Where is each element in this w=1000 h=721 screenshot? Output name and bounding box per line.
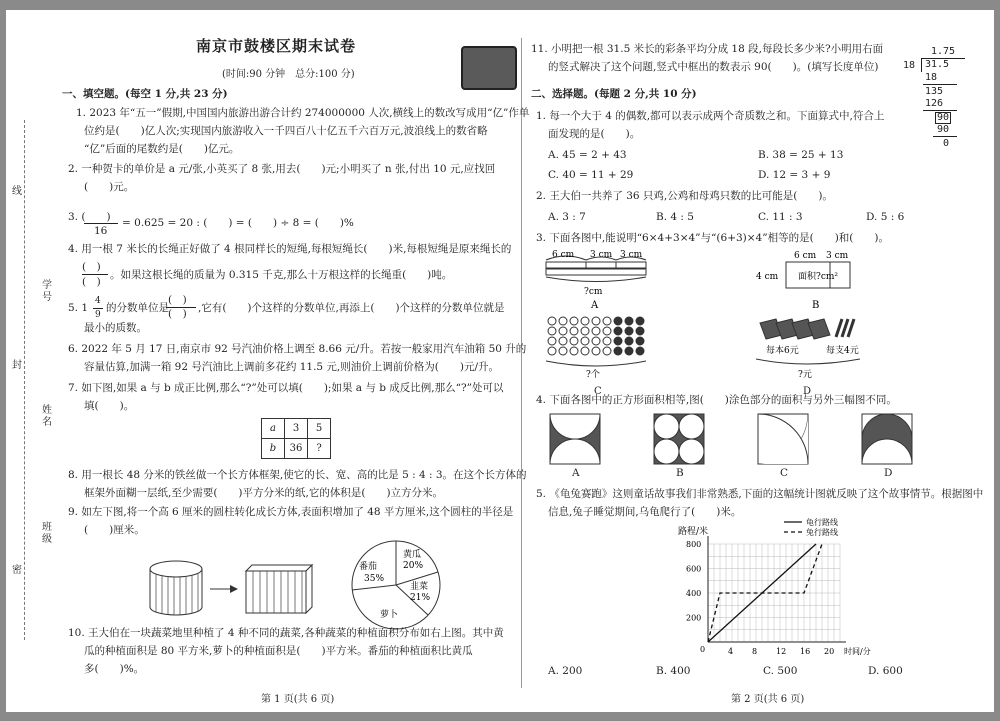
question-8-line1: 8. 用一根长 48 分米的铁丝做一个长方体框架,使它的长、宽、高的比是 5 : 4 : 3。在这个长方体的 bbox=[68, 469, 527, 481]
square-c bbox=[758, 414, 808, 464]
table-cell: 3 bbox=[285, 419, 308, 439]
division-boxed-number: 90 bbox=[937, 112, 950, 123]
choice-1-option-c[interactable]: C. 40 = 11 + 29 bbox=[548, 169, 634, 181]
exam-info: (时间:90 分钟 总分:100 分) bbox=[222, 69, 355, 80]
dot-mark bbox=[625, 327, 633, 335]
question-5-text1: 的分数单位是 bbox=[106, 302, 169, 314]
binding-label-secret: 密 bbox=[12, 565, 22, 576]
legend-label: 龟行路线 bbox=[806, 518, 838, 527]
choice-4-option-b[interactable]: B bbox=[676, 467, 684, 479]
choice-4-stem: 4. 下面各图中的正方形面积相等,图( )涂色部分的面积与另外三幅图不同。 bbox=[536, 394, 897, 406]
x-axis-label: 时间/分 bbox=[844, 647, 871, 656]
dot-mark bbox=[559, 327, 567, 335]
figure-c-option[interactable]: C bbox=[594, 386, 602, 397]
exam-sheet bbox=[6, 10, 994, 712]
choice-2-option-b[interactable]: B. 4 : 5 bbox=[656, 211, 694, 223]
question-2-line1: 2. 一种贺卡的单价是 a 元/张,小英买了 8 张,用去( )元;小明买了 n 张,付出 10 元,应找回 bbox=[68, 163, 496, 175]
dot-mark bbox=[548, 337, 556, 345]
dot-mark bbox=[603, 317, 611, 325]
pie-label-cucumber: 黄瓜 bbox=[403, 550, 422, 560]
x-tick-label: 20 bbox=[824, 647, 835, 656]
question-4-frac-bottom: ( ) bbox=[82, 276, 101, 288]
page-footer-1: 第 1 页(共 6 页) bbox=[261, 694, 335, 705]
division-step: 18 bbox=[925, 72, 938, 83]
dot-mark bbox=[559, 317, 567, 325]
choice-5-line1: 5. 《龟兔赛跑》这则童话故事我们非常熟悉,下面的这幅统计图就反映了这个故事情节。根据图中 bbox=[536, 488, 984, 500]
figure-d-label: ?元 bbox=[798, 370, 812, 380]
figure-b-label: 3 cm bbox=[826, 251, 849, 261]
dot-mark bbox=[592, 347, 600, 355]
question-4-frac-top: ( ) bbox=[82, 261, 101, 273]
choice-4-option-c[interactable]: C bbox=[780, 467, 789, 479]
table-row bbox=[262, 419, 331, 439]
figure-b-label: 6 cm bbox=[794, 251, 817, 261]
table-cell: a bbox=[262, 419, 285, 439]
question-10-line1: 10. 王大伯在一块蔬菜地里种植了 4 种不同的蔬菜,各种蔬菜的种植面积分布如右上图。其中黄 bbox=[68, 627, 504, 639]
choice-2-option-c[interactable]: C. 11 : 3 bbox=[758, 211, 803, 223]
vegetable-pie-chart bbox=[346, 535, 446, 635]
choice-2-stem: 2. 王大伯一共养了 36 只鸡,公鸡和母鸡只数的比可能是( )。 bbox=[536, 190, 833, 202]
section-choice-title: 二、选择题。(每题 2 分,共 10 分) bbox=[531, 88, 697, 100]
binding-label-seal: 封 bbox=[12, 360, 22, 371]
x-tick-label: 8 bbox=[752, 647, 758, 656]
question-5-frac-top: ( ) bbox=[168, 294, 187, 306]
figure-a-label: ?cm bbox=[584, 287, 603, 297]
question-3-denominator: 16 bbox=[94, 225, 108, 237]
fraction-bar bbox=[82, 274, 108, 275]
dot-mark bbox=[548, 347, 556, 355]
choice-4-option-a[interactable]: A bbox=[572, 467, 580, 479]
question-10-line2: 瓜的种植面积是 80 平方米,萝卜的种植面积是( )平方米。番茄的种植面积比黄瓜 bbox=[84, 645, 473, 657]
choice-1-option-b[interactable]: B. 38 = 25 + 13 bbox=[758, 149, 844, 161]
long-division bbox=[901, 46, 971, 149]
cylinder-transform-figure bbox=[146, 555, 316, 625]
question-1-line3: “亿”后面的尾数约是( )亿元。 bbox=[84, 143, 240, 155]
pie-value-tomato: 35% bbox=[364, 574, 385, 584]
qr-code[interactable] bbox=[461, 46, 517, 90]
choice-5-option-b[interactable]: B. 400 bbox=[656, 665, 691, 677]
dot-mark bbox=[603, 337, 611, 345]
pie-label-tomato: 番茄 bbox=[359, 562, 378, 572]
choice-3-figure-c bbox=[546, 315, 656, 385]
y-tick-label: 400 bbox=[686, 589, 702, 598]
question-3-equation: = 0.625 = 20 : ( ) = ( ) ÷ 8 = ( )% bbox=[122, 217, 354, 229]
choice-3-figure-a bbox=[546, 250, 656, 310]
division-dividend: 31.5 bbox=[921, 58, 965, 72]
square-d bbox=[862, 414, 912, 464]
y-tick-label: 800 bbox=[686, 540, 702, 549]
choice-2-option-d[interactable]: D. 5 : 6 bbox=[866, 211, 905, 223]
dot-mark bbox=[603, 327, 611, 335]
choice-3-figure-b bbox=[756, 250, 866, 310]
question-8-line2: 框架外面糊一层纸,至少需要( )平方分米的纸,它的体积是( )立方分米。 bbox=[84, 487, 444, 499]
question-2-line2: ( )元。 bbox=[84, 181, 135, 193]
question-6-line1: 6. 2022 年 5 月 17 日,南京市 92 号汽油价格上调至 8.66 元/升。若按一般家用汽车油箱 50 升的 bbox=[68, 343, 527, 355]
table-cell: 36 bbox=[285, 439, 308, 459]
question-3-numerator: 3. ( ) bbox=[68, 211, 111, 223]
question-4-line2: 。如果这根长绳的质量为 0.315 千克,那么十万根这样的长绳重( )吨。 bbox=[110, 269, 453, 281]
binding-label-name: 姓名 bbox=[42, 405, 52, 428]
dot-mark bbox=[570, 327, 578, 335]
dot-mark bbox=[570, 317, 578, 325]
dot-mark bbox=[625, 317, 633, 325]
dot-mark bbox=[636, 337, 644, 345]
dot-mark bbox=[559, 347, 567, 355]
dot-mark bbox=[614, 347, 622, 355]
question-5-frac-bottom: ( ) bbox=[168, 308, 187, 320]
binding-label-class: 班级 bbox=[42, 522, 52, 545]
section-fill-title: 一、填空题。(每空 1 分,共 23 分) bbox=[62, 88, 228, 100]
pie-label-radish: 萝卜 bbox=[380, 610, 399, 620]
division-step: 135 bbox=[925, 86, 944, 97]
x-tick-label: 16 bbox=[800, 647, 811, 656]
dot-mark bbox=[625, 347, 633, 355]
choice-3-figure-d bbox=[756, 315, 866, 385]
dot-mark bbox=[603, 347, 611, 355]
square-b bbox=[654, 414, 704, 464]
figure-b-option[interactable]: B bbox=[812, 300, 820, 311]
choice-1-option-a[interactable]: A. 45 = 2 + 43 bbox=[548, 149, 627, 161]
y-axis-label: 路程/米 bbox=[678, 527, 709, 537]
fraction-bar bbox=[84, 223, 118, 224]
dot-mark bbox=[614, 327, 622, 335]
dot-mark bbox=[570, 347, 578, 355]
dot-mark bbox=[581, 327, 589, 335]
choice-4-option-d[interactable]: D bbox=[884, 467, 893, 479]
dot-mark bbox=[614, 337, 622, 345]
dot-mark bbox=[548, 327, 556, 335]
dot-mark bbox=[581, 317, 589, 325]
choice-1-line2: 面发现的是( )。 bbox=[548, 128, 641, 140]
choice-1-line1: 1. 每一个大于 4 的偶数,都可以表示成两个奇质数之和。下面算式中,符合上 bbox=[536, 110, 885, 122]
figure-a-option[interactable]: A bbox=[591, 300, 599, 311]
division-rule bbox=[933, 136, 957, 137]
race-line-chart bbox=[674, 518, 874, 662]
choice-4-figures bbox=[550, 414, 894, 480]
question-11-line2: 的竖式解决了这个问题,竖式中框出的数表示 90( )。(填写长度单位) bbox=[548, 61, 879, 73]
division-rule bbox=[923, 84, 957, 85]
figure-a-label: 3 cm bbox=[590, 250, 613, 260]
binding-label-line: 线 bbox=[12, 186, 22, 197]
binding-line bbox=[24, 120, 27, 640]
division-rule bbox=[923, 110, 957, 111]
dot-mark bbox=[636, 347, 644, 355]
legend-label: 兔行路线 bbox=[806, 528, 838, 537]
choice-3-stem: 3. 下面各图中,能说明“6×4+3×4”与“(6+3)×4”相等的是( )和( )。 bbox=[536, 232, 889, 244]
choice-5-option-c[interactable]: C. 500 bbox=[763, 665, 798, 677]
figure-d-label: 每支4元 bbox=[826, 346, 859, 356]
question-5-num: 4 bbox=[95, 296, 101, 306]
division-divisor: 18 bbox=[903, 60, 916, 71]
choice-5-line2: 信息,兔子睡觉期间,乌龟爬行了( )米。 bbox=[548, 506, 742, 518]
dot-mark bbox=[548, 317, 556, 325]
division-step: 90 bbox=[937, 124, 950, 135]
y-tick-label: 200 bbox=[686, 613, 702, 623]
division-remainder: 0 bbox=[943, 138, 950, 149]
question-1-line1: 1. 2023 年“五一”假期,中国国内旅游出游合计约 274000000 人次,横线上的数改写成用“亿”作单 bbox=[76, 107, 530, 119]
choice-5-option-d[interactable]: D. 600 bbox=[868, 665, 903, 677]
choice-5-option-a[interactable]: A. 200 bbox=[548, 665, 583, 677]
origin-label: 0 bbox=[700, 645, 706, 654]
figure-c-label: ?个 bbox=[586, 370, 600, 380]
question-10-line3: 多( )%。 bbox=[84, 663, 145, 675]
table-cell: 5 bbox=[308, 419, 331, 439]
dot-mark bbox=[636, 327, 644, 335]
question-5-int: 5. 1 bbox=[68, 302, 89, 314]
page-title: 南京市鼓楼区期末试卷 bbox=[196, 37, 357, 55]
dot-mark bbox=[592, 327, 600, 335]
question-11-line1: 11. 小明把一根 31.5 米长的彩条平均分成 18 段,每段长多少米?小明用右面 bbox=[531, 43, 884, 55]
x-tick-label: 4 bbox=[728, 647, 734, 656]
page-footer-2: 第 2 页(共 6 页) bbox=[731, 694, 805, 705]
dot-mark bbox=[581, 337, 589, 345]
figure-b-label: 面积?cm² bbox=[798, 272, 839, 282]
dot-mark bbox=[559, 337, 567, 345]
choice-2-option-a[interactable]: A. 3 : 7 bbox=[548, 211, 586, 223]
square-a bbox=[550, 414, 600, 464]
table-row bbox=[262, 439, 331, 459]
dot-mark bbox=[570, 337, 578, 345]
dot-mark bbox=[625, 337, 633, 345]
question-4-line1: 4. 用一根 7 米长的长绳正好做了 4 根同样长的短绳,每根短绳长( )米,每根短绳是原来绳长的 bbox=[68, 243, 512, 255]
question-1-line2: 位约是( )亿人次;实现国内旅游收入一千四百八十亿五千六百万元,波浪线上的数省略 bbox=[84, 125, 488, 137]
figure-a-label: 6 cm bbox=[552, 250, 575, 260]
division-quotient: 1.75 bbox=[931, 46, 956, 57]
page-divider bbox=[521, 38, 522, 688]
dot-mark bbox=[581, 347, 589, 355]
dot-mark bbox=[614, 317, 622, 325]
question-9-line2: ( )厘米。 bbox=[84, 524, 145, 536]
figure-b-label: 4 cm bbox=[756, 272, 779, 282]
figure-d-label: 每本6元 bbox=[766, 346, 799, 356]
question-7-line2: 填( )。 bbox=[84, 400, 135, 412]
question-5-den: 9 bbox=[95, 310, 101, 320]
question-9-line1: 9. 如左下图,将一个高 6 厘米的圆柱转化成长方体,表面积增加了 48 平方厘米,这个圆柱的半径是 bbox=[68, 506, 514, 518]
division-step: 126 bbox=[925, 98, 944, 109]
figure-d-option[interactable]: D bbox=[803, 386, 812, 397]
figure-a-label: 3 cm bbox=[620, 250, 643, 260]
pie-value-cucumber: 20% bbox=[403, 561, 424, 571]
dot-mark bbox=[592, 317, 600, 325]
y-tick-label: 600 bbox=[686, 564, 702, 574]
question-5-text3: 最小的质数。 bbox=[84, 322, 147, 334]
dot-mark bbox=[592, 337, 600, 345]
question-7-line1: 7. 如下图,如果 a 与 b 成正比例,那么“?”处可以填( );如果 a 与 b 成反比例,那么“?”处可以 bbox=[68, 382, 504, 394]
ab-table bbox=[261, 418, 331, 459]
question-5-text2: ,它有( )个这样的分数单位,再添上( )个这样的分数单位就是 bbox=[198, 302, 505, 314]
pie-label-leek: 韭菜 bbox=[410, 582, 429, 592]
pie-value-leek: 21% bbox=[410, 593, 431, 603]
binding-label-student-no: 学号 bbox=[42, 280, 52, 303]
choice-1-option-d[interactable]: D. 12 = 3 + 9 bbox=[758, 169, 831, 181]
question-6-line2: 容量估算,加满一箱 92 号汽油比上调前多花约 11.5 元,则油价上调前价格为( )元/升。 bbox=[84, 361, 499, 373]
x-tick-label: 12 bbox=[776, 647, 787, 656]
table-cell: b bbox=[262, 439, 285, 459]
table-cell: ? bbox=[308, 439, 331, 459]
dot-mark bbox=[636, 317, 644, 325]
